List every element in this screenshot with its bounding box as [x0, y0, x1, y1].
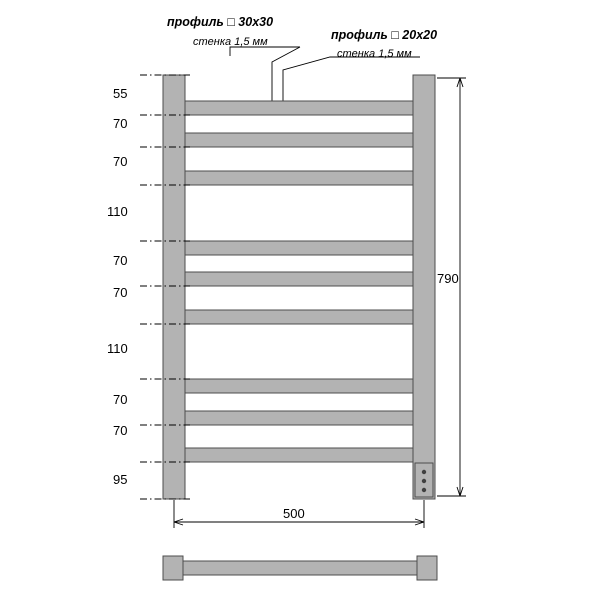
overall-height-label: 790 [437, 271, 459, 286]
callout-profile-20-sub: стенка 1,5 мм [337, 48, 412, 60]
dim-value-3: 70 [113, 154, 128, 169]
dim-value-9: 70 [113, 423, 128, 438]
rung-3 [185, 171, 413, 185]
plan-view [163, 556, 437, 580]
dim-value-5: 70 [113, 253, 128, 268]
dim-value-2: 70 [113, 116, 128, 131]
control-indicator-1 [422, 470, 426, 474]
rung-7 [185, 379, 413, 393]
control-indicator-3 [422, 488, 426, 492]
overall-width-label: 500 [283, 506, 305, 521]
callout-profile-30-title: профиль □ 30х30 [167, 15, 274, 29]
dim-value-10: 95 [113, 472, 128, 487]
control-indicator-2 [422, 479, 426, 483]
left-post [163, 75, 185, 499]
plan-right-end [417, 556, 437, 580]
rung-9 [185, 448, 413, 462]
rung-8 [185, 411, 413, 425]
rung-4 [185, 241, 413, 255]
dim-value-1: 55 [113, 86, 128, 101]
overall-height-dimension [437, 78, 466, 496]
dim-value-8: 70 [113, 392, 128, 407]
callout-profile-20-title: профиль □ 20х20 [331, 28, 438, 42]
dim-value-7: 110 [107, 341, 128, 356]
right-post [413, 75, 435, 499]
callout-profile-30-sub: стенка 1,5 мм [193, 36, 268, 48]
plan-crossbar [175, 561, 425, 575]
dim-value-4: 110 [107, 204, 128, 219]
rung-2 [185, 133, 413, 147]
rung-5 [185, 272, 413, 286]
towel-rail-body [163, 75, 435, 499]
dim-value-6: 70 [113, 285, 128, 300]
rung-1 [185, 101, 413, 115]
plan-left-end [163, 556, 183, 580]
rung-6 [185, 310, 413, 324]
